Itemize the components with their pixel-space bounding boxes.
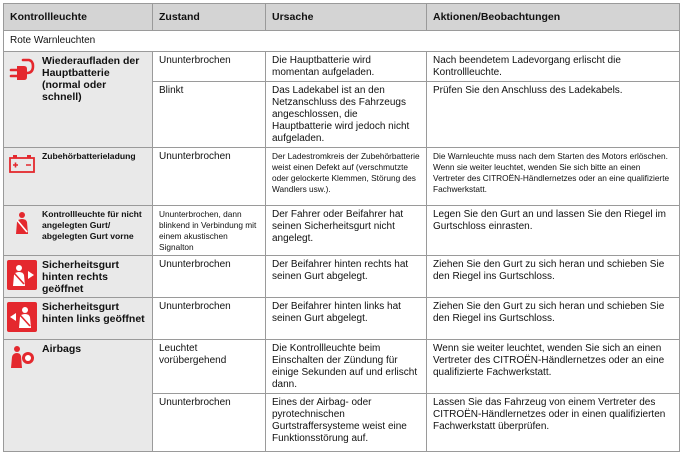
header-zustand: Zustand <box>153 4 266 31</box>
seatbelt-icon <box>4 206 40 244</box>
ursache-cell: Der Fahrer oder Beifahrer hat seinen Sicherheitsgurt nicht angelegt. <box>266 206 427 256</box>
lamp-name: Airbags <box>42 343 82 355</box>
aktionen-cell: Wenn sie weiter leuchtet, wenden Sie sich an einen Vertreter des CITROËN-Händlernetzes oder an eine qualifizierte Fachwerkstatt. <box>427 340 680 394</box>
aktionen-cell: Ziehen Sie den Gurt zu sich heran und schieben Sie den Riegel ins Gurtschloss. <box>427 298 680 340</box>
table-row <box>4 340 680 394</box>
zustand-cell: Ununterbrochen <box>153 256 266 298</box>
battery-icon <box>4 148 40 174</box>
ursache-cell: Der Beifahrer hinten rechts hat seinen Gurt abgelegt. <box>266 256 427 298</box>
table-row <box>4 298 680 340</box>
table-row <box>4 52 680 82</box>
section-title: Rote Warnleuchten <box>4 31 680 52</box>
ursache-cell: Die Kontrollleuchte beim Einschalten der Zündung für einige Sekunden auf und erlischt dann. <box>266 340 427 394</box>
zustand-cell: Ununterbrochen, dann blinkend in Verbindung mit einem akustischen Signalton <box>153 206 266 256</box>
header-kontrollleuchte: Kontrollleuchte <box>4 4 153 31</box>
airbag-icon <box>4 340 40 370</box>
zustand-cell: Blinkt <box>153 82 266 148</box>
zustand-cell: Ununterbrochen <box>153 394 266 452</box>
ursache-cell: Der Beifahrer hinten links hat seinen Gurt abgelegt. <box>266 298 427 340</box>
lamp-name: Zubehörbatterieladung <box>42 151 136 161</box>
aktionen-cell: Prüfen Sie den Anschluss des Ladekabels. <box>427 82 680 148</box>
ursache-cell: Die Hauptbatterie wird momentan aufgeladen. <box>266 52 427 82</box>
lamp-cell <box>4 298 153 340</box>
lamp-cell <box>4 206 153 256</box>
table-row <box>4 148 680 206</box>
zustand-cell: Ununterbrochen <box>153 52 266 82</box>
charging-plug-icon <box>4 52 40 105</box>
lamp-name: Sicherheitsgurt hinten rechts geöffnet <box>42 259 120 295</box>
zustand-cell: Ununterbrochen <box>153 148 266 206</box>
lamp-name: Sicherheitsgurt hinten links geöffnet <box>42 301 145 325</box>
aktionen-cell: Ziehen Sie den Gurt zu sich heran und schieben Sie den Riegel ins Gurtschloss. <box>427 256 680 298</box>
rear-right-seatbelt-icon <box>4 256 40 297</box>
header-row <box>4 4 680 31</box>
ursache-cell: Eines der Airbag- oder pyrotechnischen Gurtstraffersysteme weist eine Funktionsstörung auf. <box>266 394 427 452</box>
warning-lights-table <box>3 3 680 452</box>
table-row <box>4 256 680 298</box>
header-aktionen: Aktionen/Beobachtungen <box>427 4 680 31</box>
lamp-cell <box>4 340 153 452</box>
lamp-name: Kontrollleuchte für nicht angelegten Gurt/ abgelegten Gurt vorne <box>42 209 142 241</box>
aktionen-cell: Nach beendetem Ladevorgang erlischt die Kontrollleuchte. <box>427 52 680 82</box>
aktionen-cell: Legen Sie den Gurt an und lassen Sie den Riegel im Gurtschloss einrasten. <box>427 206 680 256</box>
lamp-cell <box>4 256 153 298</box>
section-row <box>4 31 680 52</box>
zustand-cell: Leuchtet vorübergehend <box>153 340 266 394</box>
header-ursache: Ursache <box>266 4 427 31</box>
lamp-name: Wiederaufladen der Hauptbatterie (normal oder schnell) <box>42 55 140 103</box>
table-row <box>4 206 680 256</box>
aktionen-cell: Lassen Sie das Fahrzeug von einem Vertreter des CITROËN-Händlernetzes oder in einen qualifizierten Fachwerkstatt überprüfen. <box>427 394 680 452</box>
aktionen-cell: Die Warnleuchte muss nach dem Starten des Motors erlöschen. Wenn sie weiter leuchtet, wenden Sie sich bitte an einen Vertreter des CITROËN-Händlernetzes oder an eine qualifizierte Fachwerkstatt. <box>427 148 680 206</box>
zustand-cell: Ununterbrochen <box>153 298 266 340</box>
ursache-cell: Das Ladekabel ist an den Netzanschluss des Fahrzeugs angeschlossen, die Hauptbatterie wird jedoch nicht aufgeladen. <box>266 82 427 148</box>
ursache-cell: Der Ladestromkreis der Zubehörbatterie weist einen Defekt auf (verschmutzte oder gelockerte Klemmen, Störung des Wandlers usw.). <box>266 148 427 206</box>
lamp-cell <box>4 52 153 148</box>
rear-left-seatbelt-icon <box>4 298 40 332</box>
lamp-cell <box>4 148 153 206</box>
